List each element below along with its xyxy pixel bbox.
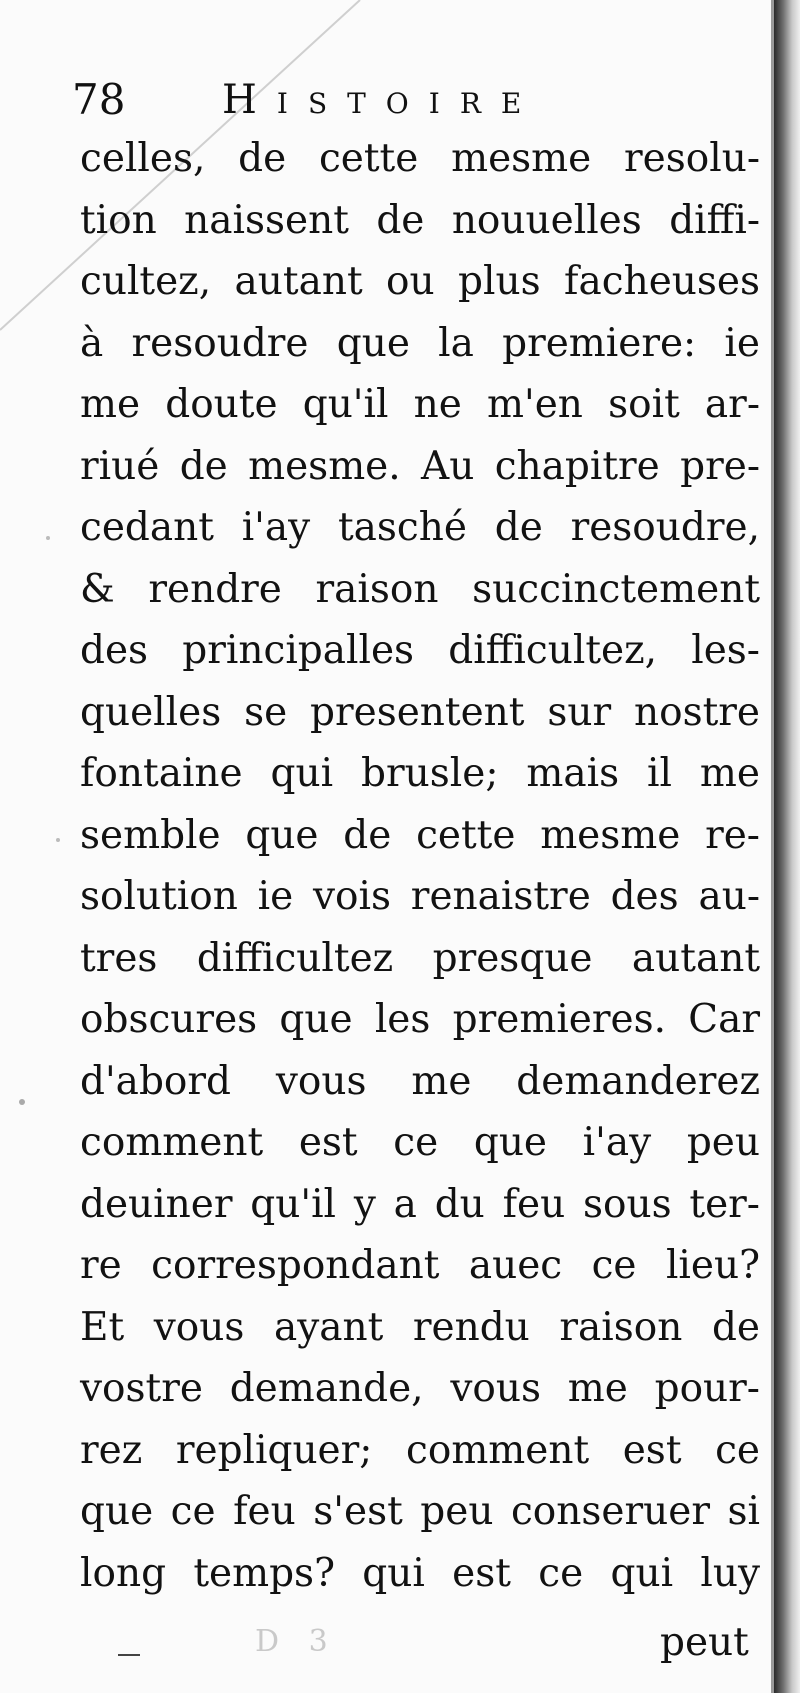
text-line: & rendre raison succinctement: [80, 566, 760, 612]
text-line: obscures que les premieres. Car: [80, 997, 760, 1042]
text-line: tion naissent de nouuelles diffi-: [80, 197, 760, 243]
text-line: tres difficultez presque autant: [80, 935, 760, 981]
text-line: des principalles difficultez, les-: [80, 628, 760, 673]
text-line: d'abord vous me demanderez: [80, 1058, 760, 1104]
text-line: me doute qu'il ne m'en soit ar-: [80, 382, 760, 427]
text-line: cedant i'ay tasché de resoudre,: [80, 505, 760, 550]
catchword: peut: [660, 1620, 749, 1665]
page-number: 78: [72, 75, 126, 124]
running-title: Histoire: [222, 77, 542, 123]
text-line: solution ie vois renaistre des au-: [80, 874, 760, 919]
text-line: vostre demande, vous me pour-: [80, 1366, 760, 1411]
text-line: à resoudre que la premiere: ie: [80, 320, 760, 366]
text-line: celles, de cette mesme resolu-: [80, 136, 760, 181]
text-line: re correspondant auec ce lieu?: [80, 1243, 760, 1288]
text-line: Et vous ayant rendu raison de: [80, 1304, 760, 1350]
text-line: semble que de cette mesme re-: [80, 812, 760, 858]
text-line: long temps? qui est ce qui luy: [80, 1550, 760, 1596]
text-line: comment est ce que i'ay peu: [80, 1120, 760, 1165]
text-line: rez repliquer; comment est ce: [80, 1427, 760, 1473]
text-line: fontaine qui brusle; mais il me: [80, 751, 760, 796]
text-line: quelles se presentent sur nostre: [80, 689, 760, 735]
signature-mark: D 3: [255, 1624, 338, 1659]
text-line: cultez, autant ou plus facheuses: [80, 259, 760, 304]
text-line: deuiner qu'il y a du feu sous ter-: [80, 1181, 760, 1227]
text-line: que ce feu s'est peu conseruer si: [80, 1489, 760, 1534]
text-line: riué de mesme. Au chapitre pre-: [80, 443, 760, 489]
